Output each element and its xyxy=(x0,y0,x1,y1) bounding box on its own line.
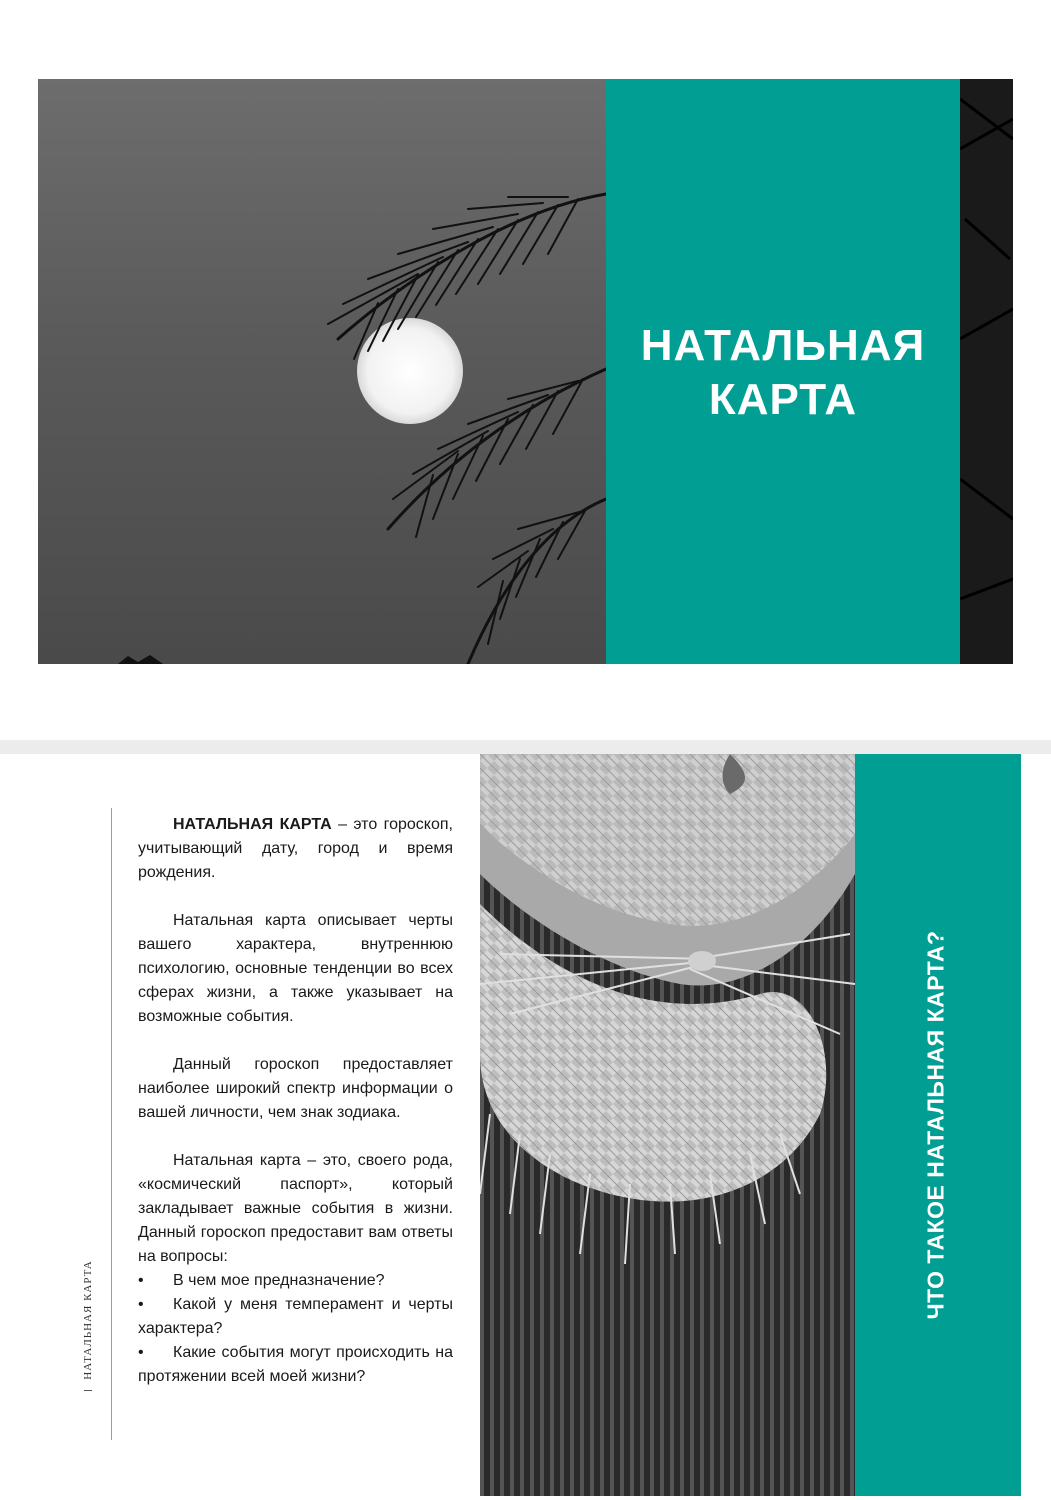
term-bold: НАТАЛЬНАЯ КАРТА xyxy=(173,816,332,833)
moon-shape xyxy=(357,318,463,424)
question-list xyxy=(138,1269,453,1389)
list-item: • В чем мое предназначение? xyxy=(138,1272,385,1289)
margin-rule xyxy=(111,808,112,1440)
dark-photo-strip xyxy=(960,79,1013,664)
list-item: • Какой у меня темперамент и черты характера? xyxy=(138,1296,453,1337)
paragraph-2: Натальная карта описывает черты вашего характера, внутреннюю психологию, основные тенденции во всех сферах жизни, а также указывает на возможные события. xyxy=(138,912,453,1025)
article-body xyxy=(138,813,453,1389)
paragraph-3: Данный гороскоп предоставляет наиболее широкий спектр информации о вашей личности, чем знак зодиака. xyxy=(138,1056,453,1121)
page-separator xyxy=(0,740,1051,754)
palm-moon-photo xyxy=(38,79,606,664)
straw-hat-photo xyxy=(480,754,855,1496)
cover-page xyxy=(38,79,1013,664)
list-item: • Какие события могут происходить на протяжении всей моей жизни? xyxy=(138,1344,453,1385)
page-marker xyxy=(84,1390,92,1391)
running-head: НАТАЛЬНАЯ КАРТА xyxy=(82,1260,94,1380)
section-title: ЧТО ТАКОЕ НАТАЛЬНАЯ КАРТА? xyxy=(922,930,949,1320)
palm-silhouette-graphic xyxy=(38,79,606,664)
paragraph-1: НАТАЛЬНАЯ КАРТА – это гороскоп, учитывающий дату, город и время рождения. xyxy=(138,816,453,881)
paragraph-4: Натальная карта – это, своего рода, «космический паспорт», который закладывает важные события в жизни. Данный гороскоп предоставит вам ответы на вопросы: xyxy=(138,1152,453,1265)
cover-title: НАТАЛЬНАЯ КАРТА xyxy=(640,321,926,424)
